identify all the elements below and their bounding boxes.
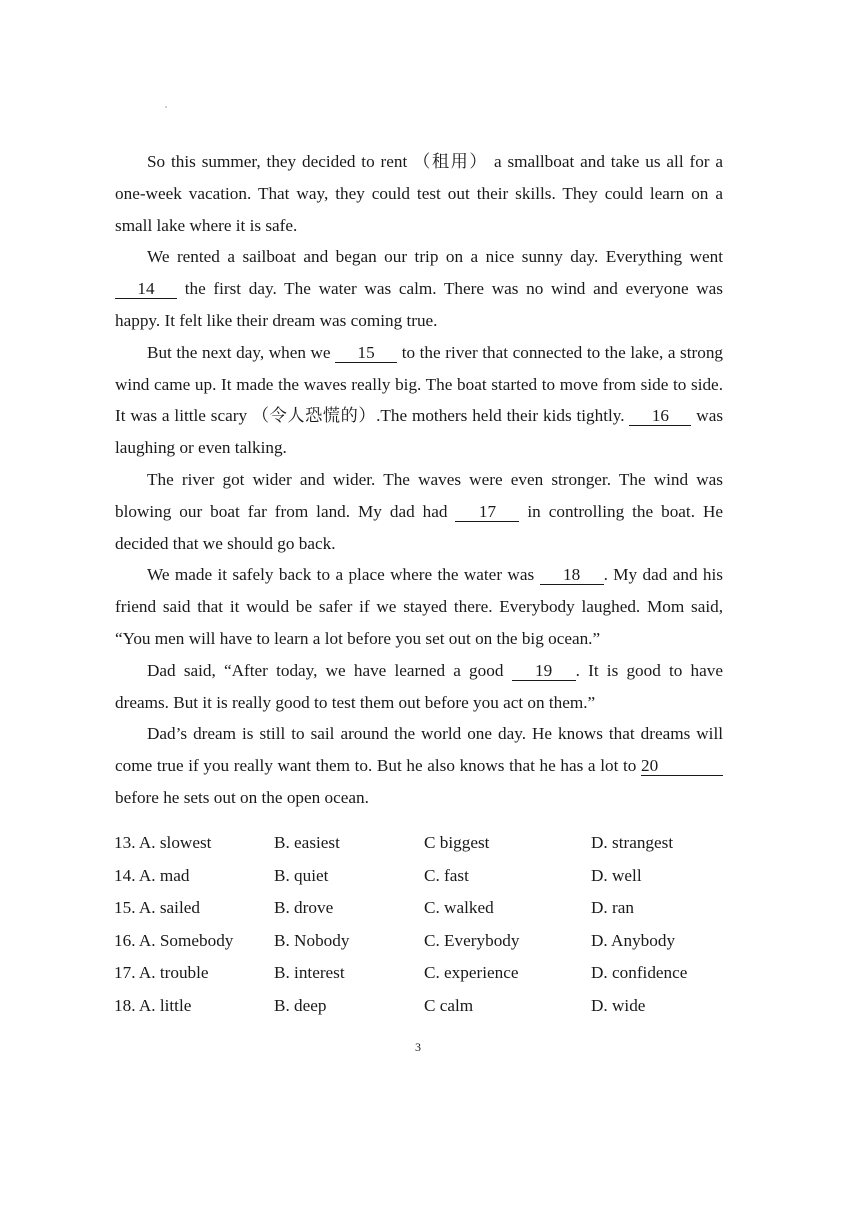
blank-17: 17 <box>455 503 519 522</box>
option-row-18 <box>114 996 714 1029</box>
blank-20: 20 <box>641 757 723 776</box>
paragraph-2-text-b: the first day. The water was calm. There was no wind and everyone was happy. It felt like their dream was coming true. <box>115 279 723 330</box>
option-15-c: C. walked <box>424 898 494 918</box>
option-row-17 <box>114 963 714 996</box>
reading-passage <box>115 146 723 814</box>
option-13-b: B. easiest <box>274 833 340 852</box>
answer-options <box>114 833 714 1029</box>
option-16-c: C. Everybody <box>424 930 520 950</box>
option-label: A. trouble <box>138 963 209 983</box>
option-16-a <box>114 931 233 951</box>
option-17-d: D. confidence <box>591 963 688 983</box>
question-number: 17. <box>114 963 136 983</box>
option-18-d: D. wide <box>591 995 646 1015</box>
option-row-13 <box>114 833 714 866</box>
option-label: A. mad <box>138 865 190 885</box>
paragraph-3-text-c: was laughing or even talking. <box>115 406 724 458</box>
paragraph-1-text: So this summer, they decided to rent （租用） a smallboat and take us all for a one-week vacation. That way, they could test out their skills. They could learn on a small lake where it is safe. <box>115 152 723 235</box>
option-label: A. slowest <box>138 833 212 852</box>
question-number: 15. <box>114 898 136 918</box>
paragraph-6-text-b: . It is good to have dreams. But it is really good to test them out before you act on them.” <box>115 660 724 712</box>
paragraph-2 <box>115 241 723 336</box>
paragraph-4-text-b: in controlling the boat. He decided that we should go back. <box>115 501 723 553</box>
paragraph-7-text-a: Dad’s dream is still to sail around the world one day. He knows that dreams will come true if you really want them to. But he also knows that he has a lot to <box>115 724 723 776</box>
option-row-15 <box>114 898 714 931</box>
option-label: A. little <box>138 995 192 1015</box>
blank-16: 16 <box>629 407 691 426</box>
paragraph-7 <box>115 718 723 813</box>
option-17-a <box>114 963 209 983</box>
option-label: A. sailed <box>138 898 200 918</box>
paragraph-4-text-a: The river got wider and wider. The waves were even stronger. The wind was blowing our boat far from land. My dad had <box>115 469 723 521</box>
option-18-b: B. deep <box>274 995 327 1015</box>
blank-14: 14 <box>115 280 177 299</box>
paragraph-5-text-b: . My dad and his friend said that it would be safer if we stayed there. Everybody laughed. Mom said, “You men will have to learn a lot before you set out on the big ocean.” <box>115 565 723 648</box>
option-14-a <box>114 866 189 886</box>
option-13-d: D. strangest <box>591 833 674 852</box>
option-14-c: C. fast <box>424 865 469 885</box>
option-15-b: B. drove <box>274 898 334 918</box>
option-16-b: B. Nobody <box>274 930 350 950</box>
paragraph-1 <box>115 146 723 241</box>
option-13-a <box>114 833 211 853</box>
option-label: A. Somebody <box>138 930 234 950</box>
blank-19: 19 <box>512 662 576 681</box>
paragraph-6 <box>115 655 723 719</box>
question-number: 16. <box>114 930 136 950</box>
question-number: 18. <box>114 995 136 1015</box>
paragraph-5 <box>115 559 723 654</box>
option-18-a <box>114 996 191 1016</box>
paragraph-5-text-a: We made it safely back to a place where the water was <box>147 565 535 585</box>
page-number: 3 <box>415 1040 421 1054</box>
option-17-c: C. experience <box>424 963 519 983</box>
paragraph-3-text-a: But the next day, when we <box>147 342 331 362</box>
option-17-b: B. interest <box>274 963 345 983</box>
scan-speck <box>165 106 167 108</box>
paragraph-3 <box>115 337 723 464</box>
paragraph-3-text-b: to the river that connected to the lake, a strong wind came up. It made the waves really big. The boat started to move from side to side. It was a little scary （令人恐慌的）.The mothers held their kids tightly. <box>115 342 724 426</box>
paragraph-2-text-a: We rented a sailboat and began our trip on a nice sunny day. Everything went <box>147 247 723 267</box>
option-13-c: C biggest <box>424 833 490 852</box>
option-16-d: D. Anybody <box>591 930 676 950</box>
blank-15: 15 <box>335 344 397 363</box>
option-18-c: C calm <box>424 995 474 1015</box>
blank-18: 18 <box>540 566 604 585</box>
paragraph-7-text-b: before he sets out on the open ocean. <box>115 787 369 807</box>
paragraph-6-text-a: Dad said, “After today, we have learned a good <box>147 660 504 680</box>
option-row-14 <box>114 866 714 899</box>
option-15-d: D. ran <box>591 898 634 918</box>
question-number: 13. <box>114 833 136 852</box>
option-14-d: D. well <box>591 865 642 885</box>
option-row-16 <box>114 931 714 964</box>
paragraph-4 <box>115 464 723 559</box>
option-15-a <box>114 898 200 918</box>
option-14-b: B. quiet <box>274 865 329 885</box>
question-number: 14. <box>114 865 136 885</box>
